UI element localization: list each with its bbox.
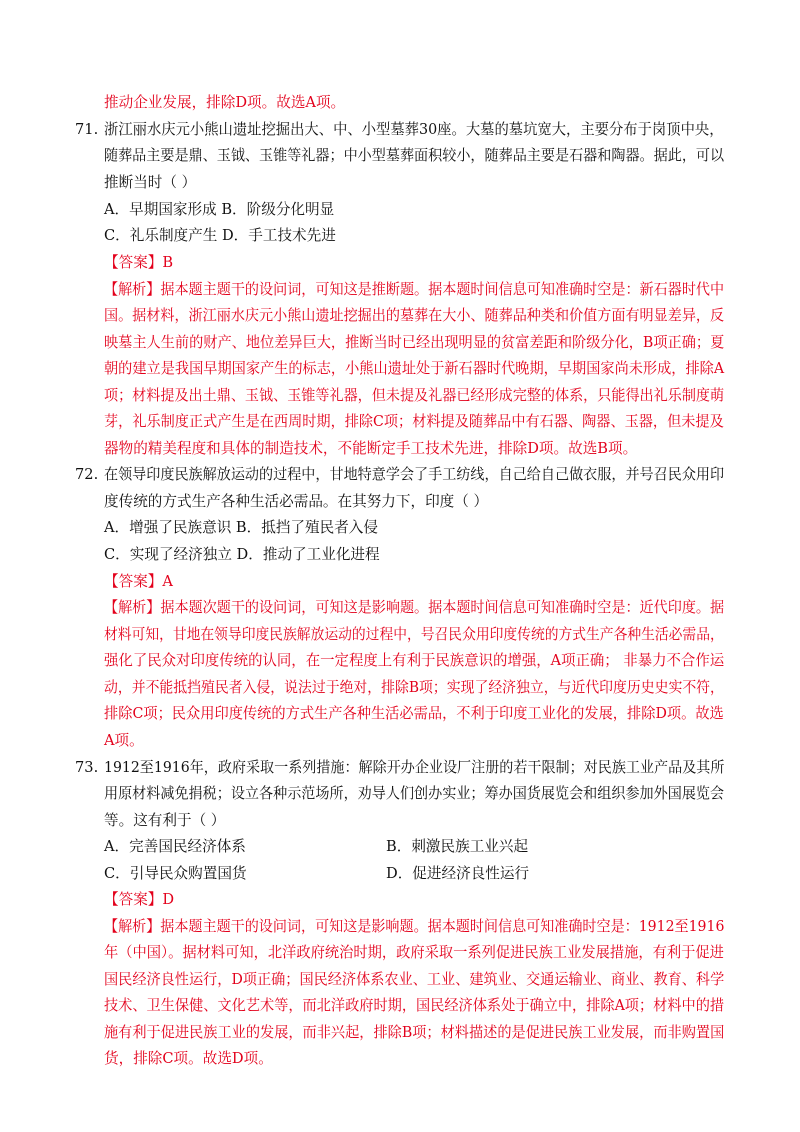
question-stem-line: 等。这有利于（ ） xyxy=(104,812,226,829)
analysis-line: 器物的精美程度和具体的制造技术，不能断定手工技术先进，排除D项。故选B项。 xyxy=(104,440,638,457)
analysis-line: 【解析】据本题次题干的设问词，可知这是影响题。据本题时间信息可知准确时空是：近代印度。据 xyxy=(104,599,725,616)
analysis-line: 施有利于促进民族工业的发展，而非兴起，排除B项；材料描述的是促进民族工业发展，而非购置国 xyxy=(104,1024,725,1041)
analysis-line: 映墓主人生前的财产、地位差异巨大，推断当时已经出现明显的贫富差距和阶级分化，B项正确；夏 xyxy=(104,334,725,351)
analysis-line: 芽，礼乐制度正式产生是在西周时期，排除C项；材料提及随葬品中有石器、陶器、玉器，但未提及 xyxy=(104,413,724,430)
analysis-line: 项；材料提及出土鼎、玉钺、玉锥等礼器，但未提及礼器已经形成完整的体系，只能得出礼乐制度萌 xyxy=(104,387,725,404)
option-line: A．增强了民族意识 B．抵挡了殖民者入侵 xyxy=(104,519,378,536)
analysis-line: 朝的建立是我国早期国家产生的标志，小熊山遗址处于新石器时代晚期，早期国家尚未形成，排除A xyxy=(104,360,725,377)
question-number: 72. xyxy=(75,466,99,483)
analysis-line: 技术、卫生保健、文化艺术等，而北洋政府时期，国民经济体系处于确立中，排除A项；材料中的措 xyxy=(104,997,725,1014)
question-stem-line: 推断当时（ ） xyxy=(104,174,197,191)
option-c: C．引导民众购置国货 xyxy=(104,865,247,882)
question-number: 73. xyxy=(75,759,99,776)
option-line: C．实现了经济独立 D．推动了工业化进程 xyxy=(104,546,380,563)
option-line: A．早期国家形成 B．阶级分化明显 xyxy=(104,201,335,218)
analysis-line: 材料可知，甘地在领导印度民族解放运动的过程中，号召民众用印度传统的方式生产各种生活必需品， xyxy=(104,626,724,643)
question-stem-line: 度传统的方式生产各种生活必需品。在其努力下，印度（ ） xyxy=(104,493,489,510)
analysis-line: 【解析】据本题主题干的设问词，可知这是推断题。据本题时间信息可知准确时空是：新石器时代中 xyxy=(104,281,725,298)
analysis-line: 【解析】据本题主题干的设问词，可知这是影响题。据本题时间信息可知准确时空是：1912至1916 xyxy=(104,918,725,935)
analysis-line: A项。 xyxy=(104,732,144,749)
question-stem-line: 用原材料减免捐税；设立各种示范场所，劝导人们创办实业；筹办国货展览会和组织参加外国展览会 xyxy=(104,785,725,802)
question-stem-line: 在领导印度民族解放运动的过程中，甘地特意学会了手工纺线，自己给自己做衣服，并号召民众用印 xyxy=(104,466,725,483)
question-number: 71. xyxy=(75,121,99,138)
carryover-analysis-line: 推动企业发展，排除D项。故选A项。 xyxy=(104,94,346,111)
option-b: B．刺激民族工业兴起 xyxy=(386,838,529,855)
analysis-line: 货，排除C项。故选D项。 xyxy=(104,1050,273,1067)
question-stem-line: 1912至1916年，政府采取一系列措施：解除开办企业设厂注册的若干限制；对民族工业产品及其所 xyxy=(104,759,725,776)
answer-label: 【答案】B xyxy=(104,254,174,271)
answer-label: 【答案】D xyxy=(104,891,175,908)
option-d: D．促进经济良性运行 xyxy=(386,865,530,882)
analysis-line: 国。据材料，浙江丽水庆元小熊山遗址挖掘出的墓葬在大小、随葬品种类和价值方面有明显差异，反 xyxy=(104,307,725,324)
question-stem-line: 随葬品主要是鼎、玉钺、玉锥等礼器；中小型墓葬面积较小，随葬品主要是石器和陶器。据此，可以 xyxy=(104,147,725,164)
analysis-line: 强化了民众对印度传统的认同，在一定程度上有利于民族意识的增强，A项正确； 非暴力不合作运 xyxy=(104,652,725,669)
question-stem-line: 浙江丽水庆元小熊山遗址挖掘出大、中、小型墓葬30座。大墓的墓坑宽大，主要分布于岗顶中央， xyxy=(104,121,724,138)
analysis-line: 动，并不能抵挡殖民者入侵，说法过于绝对，排除B项；实现了经济独立，与近代印度历史史实不符， xyxy=(104,679,724,696)
analysis-line: 国民经济良性运行，D项正确；国民经济体系农业、工业、建筑业、交通运输业、商业、教育、科学 xyxy=(104,971,725,988)
option-a: A．完善国民经济体系 xyxy=(104,838,246,855)
analysis-line: 年（中国）。据材料可知，北洋政府统治时期，政府采取一系列促进民族工业发展措施，有利于促进 xyxy=(104,944,724,961)
option-line: C．礼乐制度产生 D．手工技术先进 xyxy=(104,227,336,244)
analysis-line: 排除C项；民众用印度传统的方式生产各种生活必需品，不利于印度工业化的发展，排除D项。故选 xyxy=(104,705,724,722)
answer-label: 【答案】A xyxy=(104,573,173,590)
